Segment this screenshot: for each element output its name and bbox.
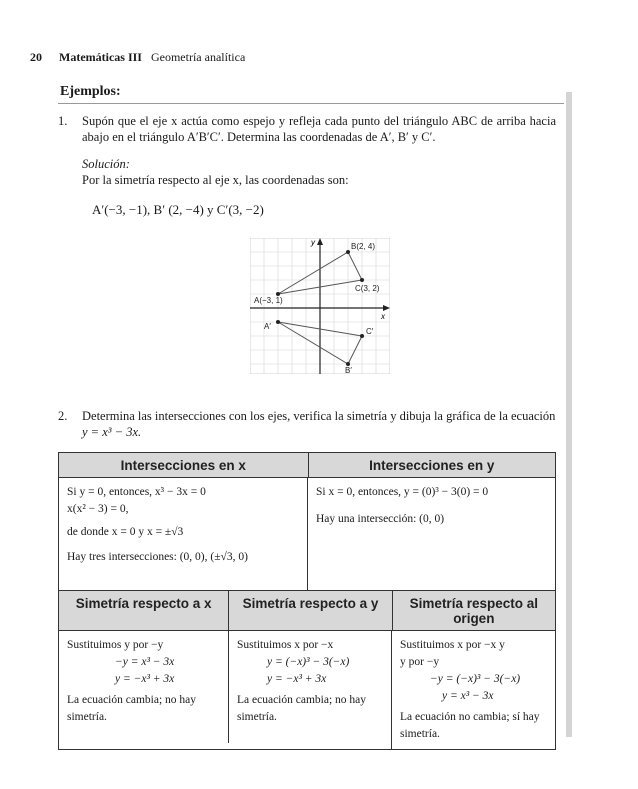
solution-result: A′(−3, −1), B′ (2, −4) y C′(3, −2): [92, 202, 264, 217]
int-y-line-2: Hay una intersección: (0, 0): [316, 513, 445, 525]
label-c: C(3, 2): [355, 284, 380, 293]
y-axis-label: y: [311, 238, 315, 247]
solution-line: Por la simetría respecto al eje x, las coordenadas son:: [82, 173, 349, 187]
int-y-line-1: Si x = 0, entonces, y = (0)³ − 3(0) = 0: [316, 486, 489, 498]
triangle-reflection-graph: [250, 238, 390, 374]
point-b: [346, 250, 350, 254]
point-c: [360, 278, 364, 282]
sym-o-line-3: −y = (−x)³ − 3(−x): [430, 673, 521, 685]
example-1-text: Supón que el eje x actúa como espejo y refleja cada punto del triángulo ABC de arriba hacia abajo en el triángulo A′B′C′. Determina las coordenadas de A′, B′ y C′.: [82, 114, 556, 144]
analysis-table: [58, 452, 556, 750]
sym-x-line-2: −y = x³ − 3x: [115, 656, 175, 668]
section-title: Ejemplos:: [60, 84, 121, 99]
int-x-line-2: x(x² − 3) = 0,: [67, 503, 129, 515]
example-1-number: 1.: [58, 114, 68, 128]
example-2-text: Determina las intersecciones con los ejes, verifica la simetría y dibuja la gráfica de la ecuación: [82, 409, 556, 423]
symmetry-y-cell: [229, 631, 392, 749]
x-axis-label: x: [381, 312, 385, 321]
example-2-equation: y = x³ − 3x.: [82, 425, 142, 439]
sym-y-line-3: y = −x³ + 3x: [267, 673, 327, 685]
sym-y-line-4: La ecuación cambia; no hay simetría.: [237, 694, 366, 723]
point-c-prime: [360, 334, 364, 338]
sym-x-line-4: La ecuación cambia; no hay simetría.: [67, 694, 196, 723]
sym-x-line-3: y = −x³ + 3x: [115, 673, 175, 685]
example-2-number: 2.: [58, 409, 68, 423]
intersections-row: [59, 478, 555, 591]
page-header: [30, 50, 245, 65]
intersections-header-row: [59, 453, 555, 478]
symmetry-row: [59, 631, 555, 749]
intersections-y-cell: [308, 478, 555, 590]
point-a-prime: [276, 320, 280, 324]
label-b-prime: B′: [345, 366, 352, 374]
subject-title: Geometría analítica: [150, 50, 246, 64]
symmetry-origin-cell: [392, 631, 555, 749]
sym-o-line-5: La ecuación no cambia; sí hay simetría.: [400, 711, 540, 740]
symmetry-header-row: [59, 591, 555, 631]
header-symmetry-origin: Simetría respecto al origen: [409, 596, 538, 626]
header-intersections-y: Intersecciones en y: [369, 458, 495, 473]
sym-o-line-1: Sustituimos x por −x y: [400, 639, 505, 651]
solution-label: Solución:: [82, 157, 130, 171]
sym-x-line-1: Sustituimos y por −y: [67, 639, 164, 651]
int-x-line-3: de donde x = 0 y x = ±√3: [67, 526, 184, 538]
section-divider: [58, 103, 564, 104]
label-a: A(−3, 1): [254, 296, 283, 305]
page-number: 20: [30, 50, 42, 64]
label-b: B(2, 4): [351, 242, 376, 251]
header-intersections-x: Intersecciones en x: [59, 453, 309, 477]
symmetry-x-cell: [59, 631, 229, 743]
int-x-line-4: Hay tres intersecciones: (0, 0), (±√3, 0): [67, 551, 248, 563]
book-title: Matemáticas III: [59, 50, 142, 64]
header-symmetry-y: Simetría respecto a y: [229, 591, 392, 630]
intersections-x-cell: [59, 478, 308, 590]
sym-y-line-2: y = (−x)³ − 3(−x): [267, 656, 350, 668]
sym-o-line-4: y = x³ − 3x: [442, 690, 494, 702]
sym-y-line-1: Sustituimos x por −x: [237, 639, 334, 651]
page-side-bar: [566, 92, 572, 737]
label-c-prime: C′: [366, 327, 374, 336]
header-symmetry-x: Simetría respecto a x: [59, 591, 229, 630]
int-x-line-1: Si y = 0, entonces, x³ − 3x = 0: [67, 486, 206, 498]
sym-o-line-2: y por −y: [400, 656, 440, 668]
label-a-prime: A′: [264, 322, 271, 331]
